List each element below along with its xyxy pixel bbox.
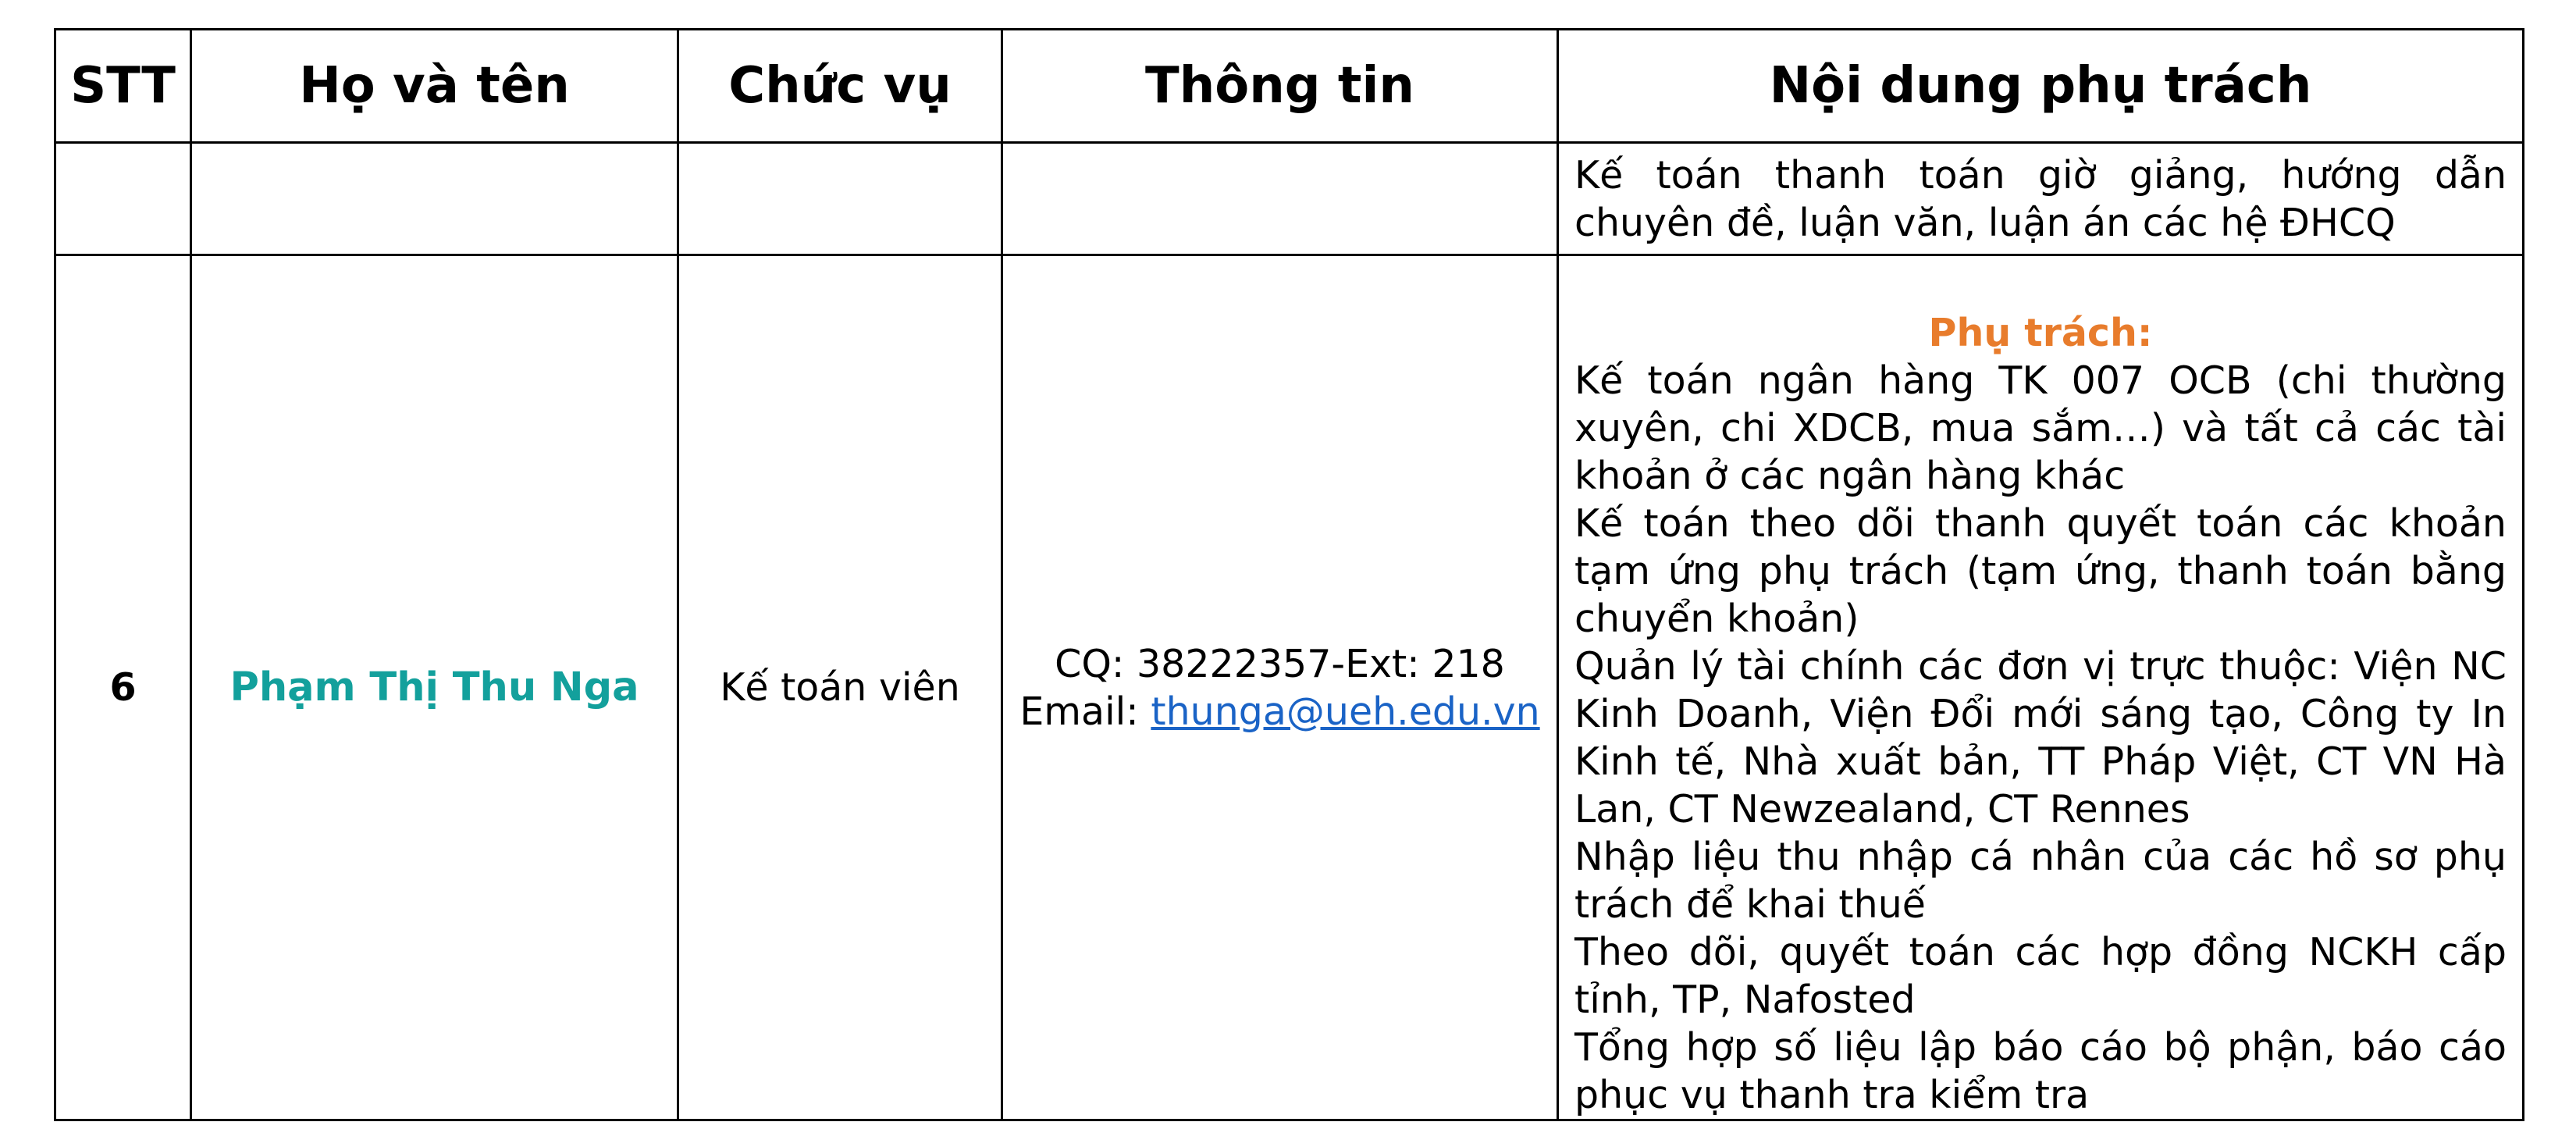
cell-name: Phạm Thị Thu Nga: [191, 255, 678, 1120]
phone-line: CQ: 38222357-Ext: 218: [1055, 641, 1505, 686]
header-stt: STT: [55, 30, 191, 143]
cell-name-empty: [191, 143, 678, 255]
cell-stt: 6: [55, 255, 191, 1120]
header-name: Họ và tên: [191, 30, 678, 143]
cell-info-empty: [1002, 143, 1558, 255]
cell-duties: [1558, 255, 2524, 1120]
cell-info: [1002, 255, 1558, 1120]
duties-heading: Phụ trách:: [1928, 311, 2153, 355]
email-label: Email:: [1019, 689, 1151, 734]
staff-table: [54, 28, 2524, 1121]
cell-position: Kế toán viên: [678, 255, 1002, 1120]
table-row: [55, 255, 2524, 1120]
duty-item: Theo dõi, quyết toán các hợp đồng NCKH cấp tỉnh, TP, Nafosted: [1574, 930, 2507, 1022]
header-position: Chức vụ: [678, 30, 1002, 143]
header-row: [55, 30, 2524, 143]
cell-duties-continued: Kế toán thanh toán giờ giảng, hướng dẫn chuyên đề, luận văn, luận án các hệ ĐHCQ: [1558, 143, 2524, 255]
duty-item: Kế toán ngân hàng TK 007 OCB (chi thường xuyên, chi XDCB, mua sắm…) và tất cả các tài khoản ở các ngân hàng khác: [1574, 358, 2507, 498]
duty-item: Tổng hợp số liệu lập báo cáo bộ phận, báo cáo phục vụ thanh tra kiểm tra: [1574, 1025, 2507, 1117]
duty-item: Kế toán theo dõi thanh quyết toán các khoản tạm ứng phụ trách (tạm ứng, thanh toán bằng chuyển khoản): [1574, 501, 2507, 641]
email-link[interactable]: thunga@ueh.edu.vn: [1151, 689, 1540, 734]
cell-position-empty: [678, 143, 1002, 255]
header-info: Thông tin: [1002, 30, 1558, 143]
header-duties: Nội dung phụ trách: [1558, 30, 2524, 143]
duty-item: Quản lý tài chính các đơn vị trực thuộc: Viện NC Kinh Doanh, Viện Đổi mới sáng tạo, Công ty In Kinh tế, Nhà xuất bản, TT Pháp Việt, CT VN Hà Lan, CT Newzealand, CT Rennes: [1574, 644, 2507, 832]
cell-stt-empty: [55, 143, 191, 255]
duty-item: Nhập liệu thu nhập cá nhân của các hồ sơ phụ trách để khai thuế: [1574, 835, 2507, 927]
table-row-continued: [55, 143, 2524, 255]
email-line: [1003, 688, 1557, 735]
